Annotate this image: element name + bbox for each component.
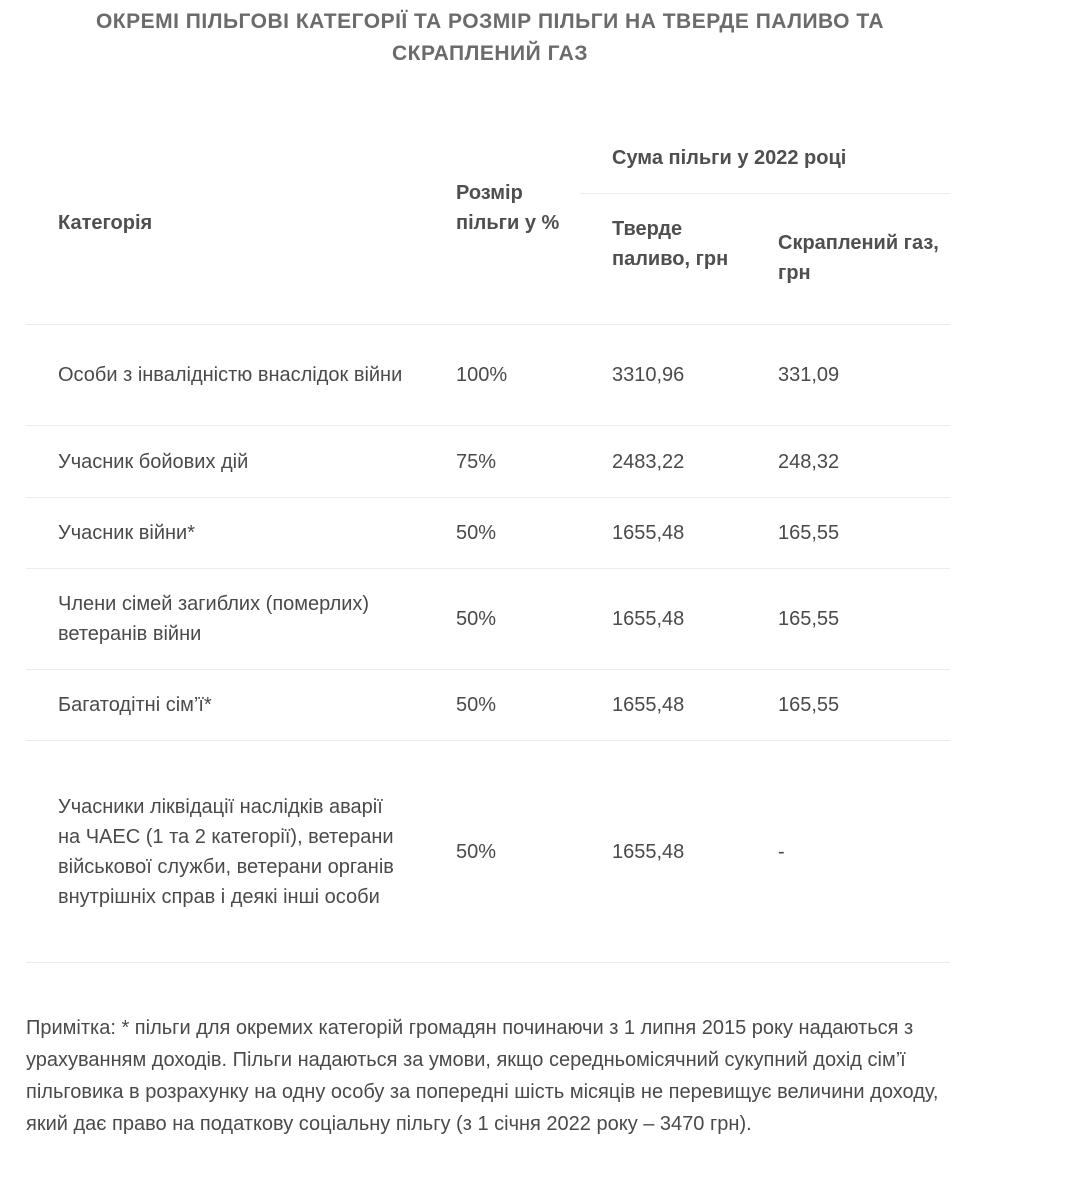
page-title: ОКРЕМІ ПІЛЬГОВІ КАТЕГОРІЇ ТА РОЗМІР ПІЛЬГИ НА ТВЕРДЕ ПАЛИВО ТА СКРАПЛЕНИЙ ГАЗ	[95, 10, 885, 65]
row-divider	[26, 962, 950, 963]
header-sum-group: Сума пільги у 2022 році	[612, 147, 847, 169]
cell-percent: 50%	[456, 522, 497, 544]
cell-liquefied-gas: 248,32	[778, 450, 840, 473]
cell-percent: 75%	[456, 450, 497, 473]
cell-liquefied-gas: 165,55	[778, 608, 840, 630]
header-subdivider	[580, 193, 950, 194]
table-row	[26, 741, 950, 962]
cell-liquefied-gas: -	[778, 840, 785, 863]
cell-solid-fuel: 1655,48	[612, 522, 685, 544]
cell-category: Учасник бойових дій	[58, 450, 249, 473]
header-liquefied-gas: Скраплений газ, грн	[778, 232, 939, 284]
cell-solid-fuel: 2483,22	[612, 450, 685, 473]
cell-percent: 100%	[456, 364, 508, 386]
cell-category: Багатодітні сім’ї*	[58, 694, 212, 716]
cell-liquefied-gas: 165,55	[778, 694, 840, 716]
cell-category: Особи з інвалідністю внаслідок війни	[58, 364, 403, 386]
table-row	[26, 569, 950, 669]
cell-percent: 50%	[456, 608, 497, 630]
cell-solid-fuel: 1655,48	[612, 840, 685, 863]
cell-solid-fuel: 3310,96	[612, 364, 685, 386]
cell-liquefied-gas: 331,09	[778, 364, 840, 386]
footnote: Примітка: * пільги для окремих категорій громадян починаючи з 1 липня 2015 року надаються з урахуванням доходів. Пільги надаються за умови, якщо середньомісячний сукупний дохід сім’ї пільговика в розрахунку на одну особу за попередні шість місяців не перевищує величини доходу, який дає право на податкову соціальну пільгу (з 1 січня 2022 року – 3470 грн).	[26, 1017, 939, 1135]
cell-percent: 50%	[456, 840, 497, 863]
header-solid-fuel: Тверде паливо, грн	[612, 218, 729, 270]
table-row	[26, 426, 950, 497]
table-row	[26, 498, 950, 568]
table-row	[26, 325, 950, 425]
cell-percent: 50%	[456, 694, 497, 716]
cell-category: Учасник війни*	[58, 522, 196, 544]
cell-solid-fuel: 1655,48	[612, 608, 685, 630]
header-category: Категорія	[58, 212, 153, 234]
table-row	[26, 670, 950, 740]
cell-category: Члени сімей загиблих (померлих) ветеранів війни	[58, 593, 370, 645]
cell-category: Учасники ліквідації наслідків аварії на ЧАЕС (1 та 2 категорії), ветерани військової служби, ветерани органів внутрішніх справ і деякі інші особи	[58, 795, 394, 908]
cell-solid-fuel: 1655,48	[612, 694, 685, 716]
cell-liquefied-gas: 165,55	[778, 522, 840, 544]
header-percent: Розмір пільги у %	[456, 182, 560, 234]
